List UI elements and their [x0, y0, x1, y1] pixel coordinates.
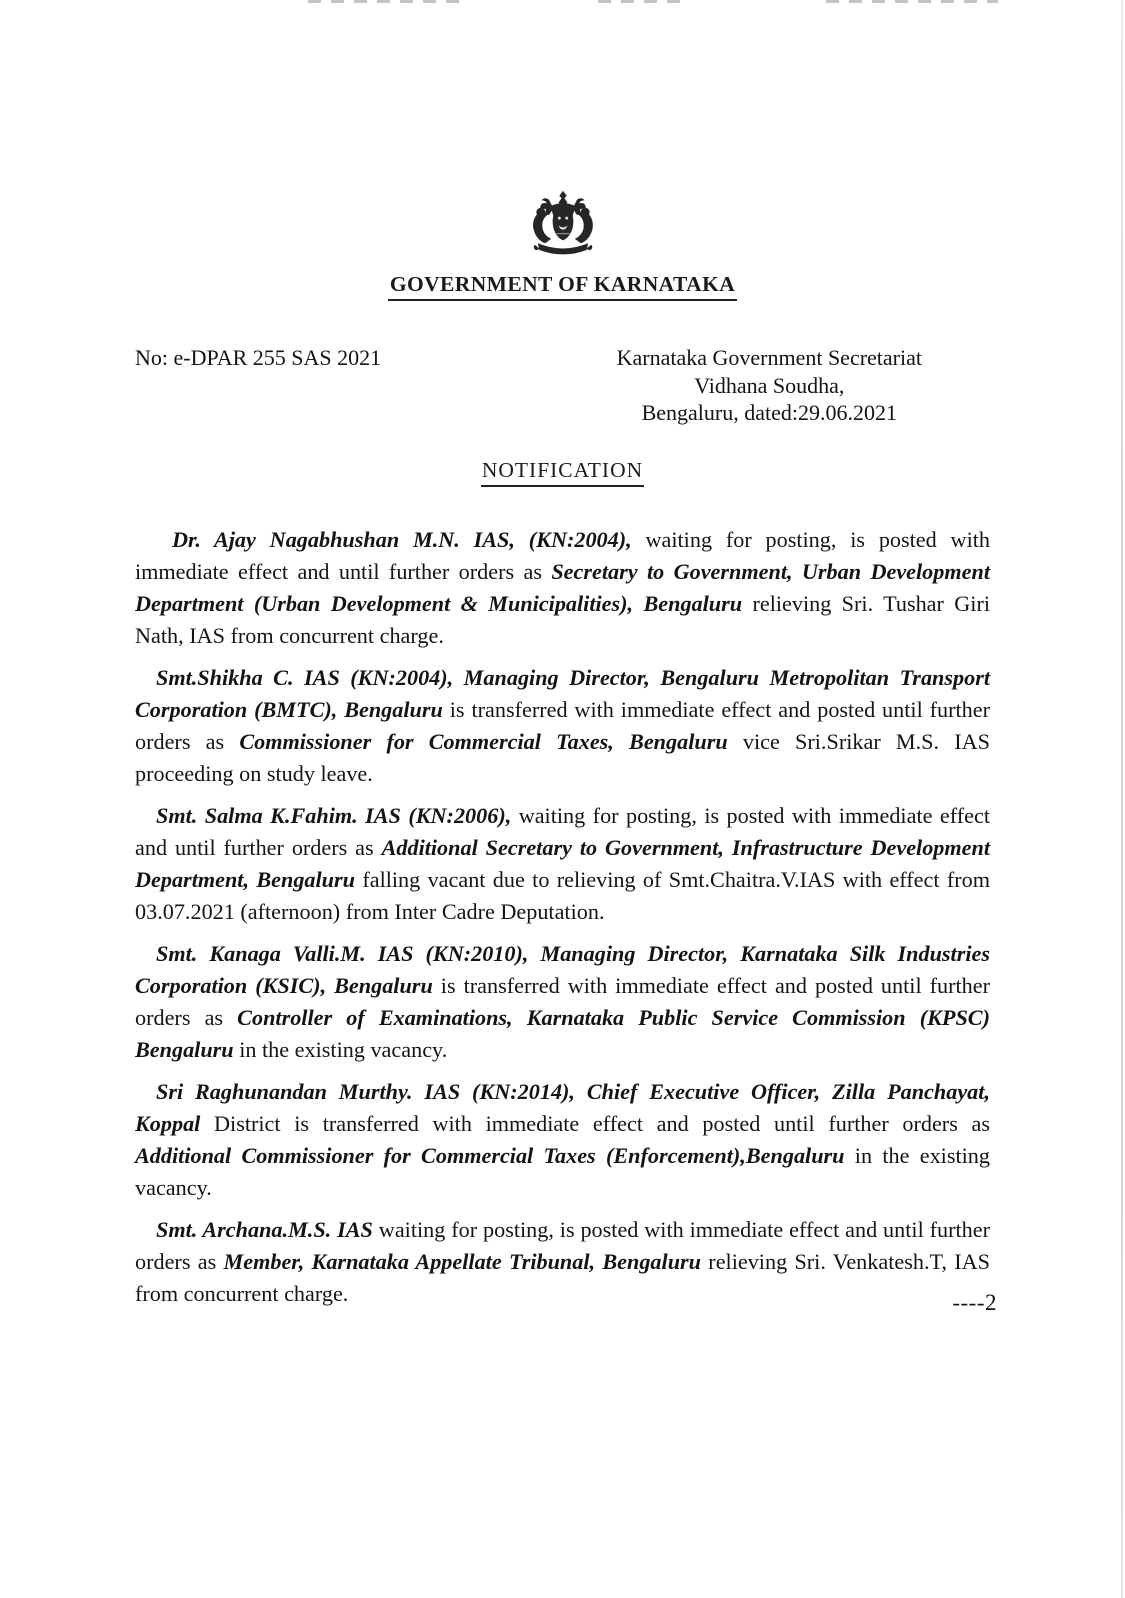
- paragraph-3: [135, 800, 990, 928]
- text-run: in the existing vacancy.: [233, 1037, 448, 1062]
- emphasis-run: Smt.Shikha C. IAS (KN:2004), Managing Director, Bengaluru Metropolitan Transport Corporation (BMTC), Bengaluru: [135, 665, 990, 722]
- text-run: falling vacant due to relieving of Smt.Chaitra.V.IAS with effect from 03.07.2021 (afternoon) from Inter Cadre Deputation.: [135, 867, 990, 924]
- emphasis-run: Additional Secretary to Government, Infrastructure Development Department, Bengaluru: [135, 835, 990, 892]
- secretariat-line-2: Vidhana Soudha,: [694, 372, 845, 398]
- text-run: waiting for posting, is posted with immediate effect and until further orders as: [135, 803, 990, 860]
- secretariat-line-3: Bengaluru, dated:29.06.2021: [641, 400, 897, 425]
- scan-artifact-dash: [826, 0, 998, 3]
- heading-wrap: [135, 458, 990, 487]
- secretariat-address: [617, 344, 922, 427]
- scan-artifact-dash: [308, 0, 460, 3]
- emphasis-run: Secretary to Government, Urban Development Department (Urban Development & Municipalities), Bengaluru: [135, 559, 990, 616]
- emphasis-run: Smt. Kanaga Valli.M. IAS (KN:2010), Managing Director, Karnataka Silk Industries Corporation (KSIC), Bengaluru: [135, 941, 990, 998]
- paragraph-4: [135, 938, 990, 1066]
- document-header: [135, 190, 990, 301]
- scan-artifact-edge-line: [1121, 0, 1123, 1598]
- text-run: in the existing vacancy.: [135, 1143, 990, 1200]
- text-run: waiting for posting, is posted with immediate effect and until further orders as: [135, 527, 991, 584]
- text-run: District is transferred with immediate effect and posted until further orders as: [200, 1111, 990, 1136]
- notification-heading: NOTIFICATION: [481, 458, 644, 487]
- emphasis-run: Sri Raghunandan Murthy. IAS (KN:2014), Chief Executive Officer, Zilla Panchayat, Koppal: [135, 1079, 990, 1136]
- paragraph-6: [135, 1214, 990, 1310]
- emphasis-run: Smt. Salma K.Fahim. IAS (KN:2006),: [156, 803, 512, 828]
- emphasis-run: Additional Commissioner for Commercial Taxes (Enforcement),Bengaluru: [135, 1143, 845, 1168]
- scan-artifact-dash: [598, 0, 686, 3]
- text-run: waiting for posting, is posted with immediate effect and until further orders as: [135, 1217, 990, 1274]
- secretariat-line-1: Karnataka Government Secretariat: [616, 345, 922, 370]
- emphasis-run: Controller of Examinations, Karnataka Public Service Commission (KPSC) Bengaluru: [135, 1005, 990, 1062]
- text-run: vice Sri.Srikar M.S. IAS proceeding on study leave.: [135, 729, 991, 786]
- karnataka-state-emblem-icon: [526, 190, 600, 264]
- emphasis-run: Dr. Ajay Nagabhushan M.N. IAS, (KN:2004),: [172, 527, 632, 552]
- reference-number: No: e-DPAR 255 SAS 2021: [135, 345, 382, 370]
- paragraph-2: [135, 662, 990, 790]
- text-run: is transferred with immediate effect and posted until further orders as: [135, 697, 990, 754]
- page-number-marker: ----2: [952, 1290, 997, 1315]
- paragraph-1: [135, 524, 990, 652]
- text-run: relieving Sri. Tushar Giri Nath, IAS from concurrent charge.: [135, 591, 991, 648]
- reference-row: [135, 344, 990, 427]
- emphasis-run: Commissioner for Commercial Taxes, Bengaluru: [239, 729, 728, 754]
- government-title: GOVERNMENT OF KARNATAKA: [388, 272, 737, 301]
- paragraph-5: [135, 1076, 990, 1204]
- emphasis-run: Smt. Archana.M.S. IAS: [156, 1217, 373, 1242]
- body-paragraphs: [135, 524, 990, 1320]
- text-run: is transferred with immediate effect and posted until further orders as: [135, 973, 990, 1030]
- emphasis-run: Member, Karnataka Appellate Tribunal, Bengaluru: [223, 1249, 702, 1274]
- text-run: relieving Sri. Venkatesh.T, IAS from concurrent charge.: [135, 1249, 990, 1306]
